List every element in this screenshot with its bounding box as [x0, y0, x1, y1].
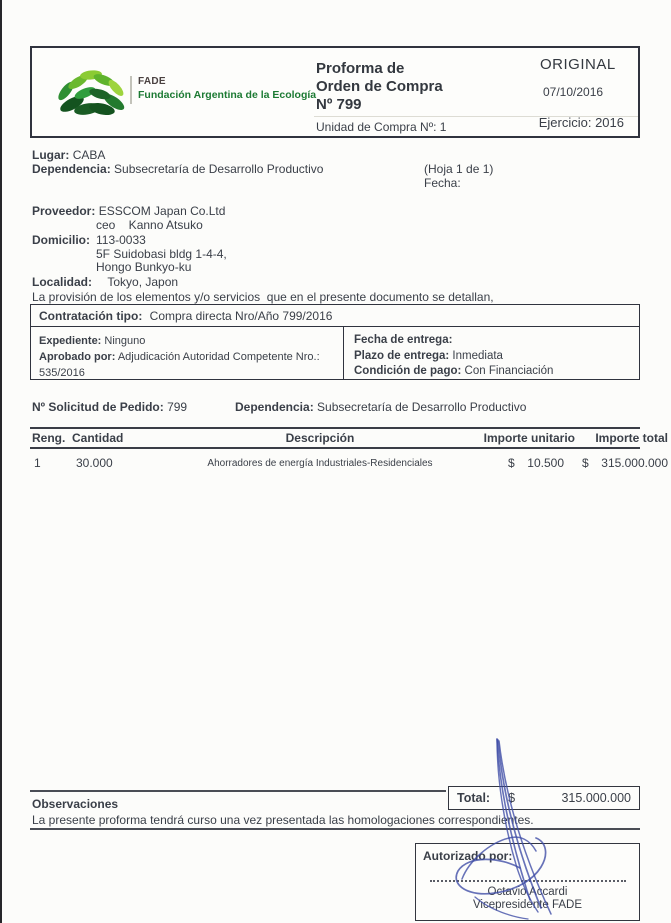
localidad-label: Localidad: — [32, 275, 93, 289]
cell-unitario-currency: $ — [508, 456, 515, 470]
observaciones-text: La presente proforma tendrá curso una vez presentada las homologaciones correspondientes. — [32, 813, 534, 827]
lugar-label: Lugar: — [32, 148, 70, 162]
autorizado-por-label: Autorizado por: — [423, 849, 513, 863]
plazo-value: Inmediata — [452, 349, 503, 362]
domicilio-line2: 5F Suidobasi bldg 1-4-4, — [96, 247, 227, 261]
col-header-total: Importe total — [595, 431, 668, 445]
condicion-label: Condición de pago: — [354, 365, 462, 377]
fecha-label: Fecha: — [424, 176, 461, 190]
table-header-row — [30, 431, 668, 445]
localidad-value: Tokyo, Japon — [107, 275, 179, 289]
contratacion-tipo-value: Compra directa Nro/Año 799/2016 — [149, 309, 333, 323]
condicion-value: Con Financiación — [464, 365, 554, 377]
title-line3: Nº 799 — [316, 96, 362, 113]
solicitud-dependencia-row — [235, 400, 526, 414]
dependencia-row — [32, 162, 323, 176]
document-date: 07/10/2016 — [543, 85, 604, 99]
cell-unitario — [508, 456, 564, 470]
lugar-value: CABA — [72, 148, 106, 162]
col-header-cantidad: Cantidad — [72, 431, 124, 445]
header-box — [30, 46, 640, 138]
copy-type-label: ORIGINAL — [540, 56, 616, 73]
proveedor-row — [32, 204, 225, 218]
expediente-row — [39, 333, 339, 349]
brand-separator — [130, 76, 132, 104]
cell-descripcion: Ahorradores de energía Industriales-Residenciales — [207, 458, 433, 469]
localidad-row — [32, 275, 178, 289]
hoja-label: (Hoja 1 de 1) — [424, 162, 494, 176]
proveedor-label: Proveedor: — [32, 204, 96, 218]
col-header-descripcion: Descripción — [285, 431, 355, 445]
title-line1: Proforma de — [316, 60, 405, 77]
scan-edge-artifact — [0, 0, 2, 923]
col-header-reng: Reng. — [32, 431, 66, 445]
cell-total — [582, 456, 668, 470]
observaciones-top-rule — [30, 790, 446, 792]
expediente-label: Expediente: — [39, 335, 102, 347]
plazo-row — [354, 349, 639, 365]
contract-left-cell — [31, 327, 344, 380]
contratacion-tipo-row — [31, 305, 639, 327]
signer-role: Vicepresidente FADE — [472, 899, 583, 911]
authorization-box — [415, 843, 640, 921]
plazo-label: Plazo de entrega: — [354, 349, 450, 362]
brand-acronym: FADE — [138, 76, 166, 87]
proveedor-name: ESSCOM Japan Co.Ltd — [98, 204, 226, 218]
fecha-entrega-label: Fecha de entrega: — [354, 334, 453, 346]
observaciones-bottom-rule — [30, 828, 640, 830]
total-currency: $ — [508, 791, 516, 805]
contract-right-cell — [344, 327, 639, 380]
contract-box — [30, 304, 640, 380]
table-row — [30, 456, 668, 472]
table-header-rule — [30, 447, 640, 449]
domicilio-line1: 113-0033 — [96, 233, 146, 247]
brand-name: Fundación Argentina de la Ecología — [138, 89, 317, 101]
intro-text: La provisión de los elementos y/o servicios que en el presente documento se detallan, — [32, 290, 494, 304]
contratacion-tipo-label: Contratación tipo: — [39, 309, 143, 323]
solicitud-dependencia-value: Subsecretaría de Desarrollo Productivo — [317, 400, 527, 414]
solicitud-value: 799 — [167, 400, 188, 414]
dependencia-value: Subsecretaría de Desarrollo Productivo — [114, 162, 324, 176]
unidad-de-compra: Unidad de Compra Nº: 1 — [316, 120, 447, 134]
proveedor-contact: ceo Kanno Atsuko — [96, 218, 203, 232]
cell-total-amount: 315.000.000 — [601, 456, 668, 470]
expediente-value: Ninguno — [104, 335, 146, 347]
total-label: Total: — [457, 791, 491, 805]
cell-total-currency: $ — [582, 456, 589, 470]
cell-cantidad: 30.000 — [76, 456, 113, 470]
aprobado-row — [39, 349, 339, 381]
col-header-unitario: Importe unitario — [483, 431, 575, 445]
aprobado-value: Adjudicación Autoridad Competente Nro.: 535/2016 — [39, 351, 320, 379]
solicitud-row — [32, 400, 187, 414]
lugar-row — [32, 148, 105, 162]
table-top-rule — [30, 427, 640, 429]
cell-reng: 1 — [34, 456, 41, 470]
document-title — [316, 60, 443, 114]
ejercicio-label: Ejercicio: 2016 — [538, 115, 624, 130]
title-line2: Orden de Compra — [316, 78, 443, 95]
domicilio-label: Domicilio: — [32, 233, 91, 247]
dependencia-label: Dependencia: — [32, 162, 111, 176]
total-amount: 315.000.000 — [561, 791, 631, 805]
cell-unitario-amount: 10.500 — [527, 456, 564, 470]
signature-dotted-line — [430, 880, 626, 882]
domicilio-line3: Hongo Bunkyo-ku — [96, 260, 192, 274]
aprobado-label: Aprobado por: — [39, 351, 116, 363]
observaciones-title: Observaciones — [32, 797, 119, 811]
fade-logo-leaves-icon — [54, 60, 128, 122]
solicitud-label: Nº Solicitud de Pedido: — [32, 400, 164, 414]
solicitud-dependencia-label: Dependencia: — [235, 400, 314, 414]
condicion-row — [354, 364, 639, 380]
total-box — [448, 786, 640, 810]
signer-name: Octavio Accardi — [487, 886, 568, 898]
